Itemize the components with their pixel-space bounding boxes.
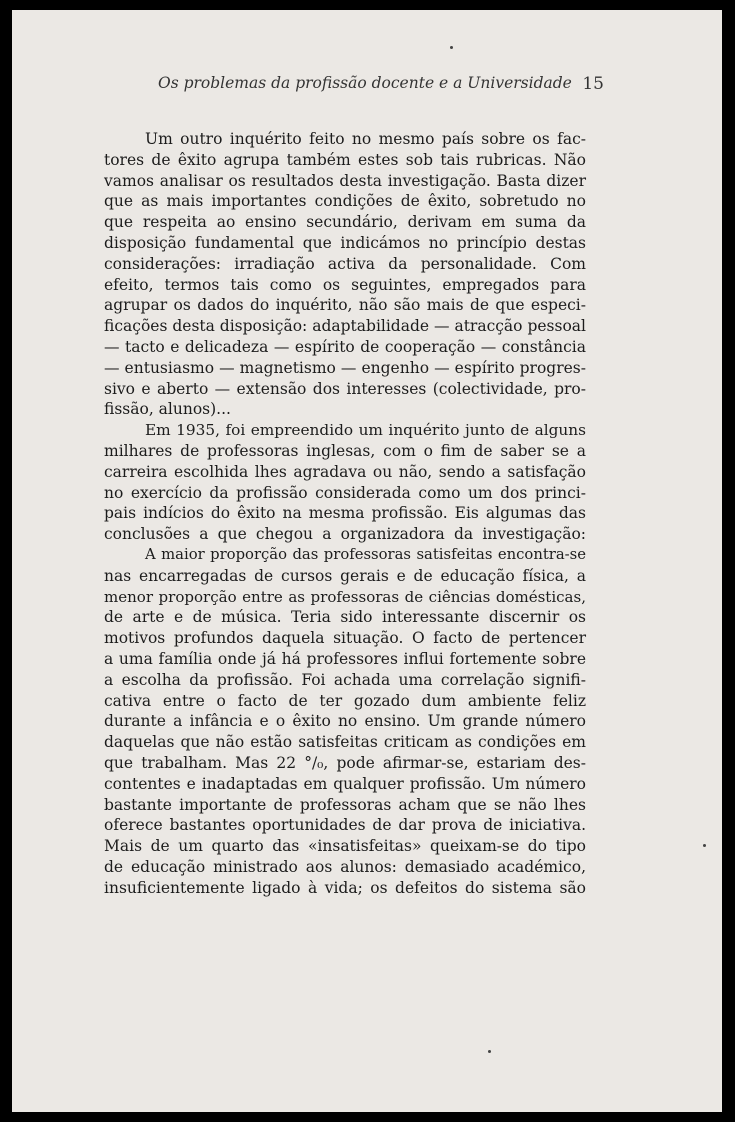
text-line: milhares de professoras inglesas, com o fim de saber se a [104,441,586,460]
text-line: — entusiasmo — magnetismo — engenho — espírito progres- [104,358,586,377]
text-line: daquelas que não estão satisfeitas criticam as condições em [104,733,586,752]
text-line: — tacto e delicadeza — espírito de cooperação — constância [104,337,586,356]
text-line: considerações: irradiação activa da personalidade. Com [104,254,586,273]
paper-speck [450,46,453,49]
text-line: carreira escolhida lhes agradava ou não, sendo a satisfação [104,462,586,481]
text-line: Em 1935, foi empreendido um inquérito junto de alguns [145,421,586,440]
text-line: vamos analisar os resultados desta investigação. Basta dizer [104,171,586,190]
running-title: Os problemas da profissão docente e a Universidade [158,74,572,92]
text-line: motivos profundos daquela situação. O facto de pertencer [104,629,586,648]
text-line: de educação ministrado aos alunos: demasiado académico, [104,857,586,876]
text-line: bastante importante de professoras acham que se não lhes [104,795,586,814]
text-line: ficações desta disposição: adaptabilidade — atracção pessoal [104,317,586,336]
scanned-page [12,10,722,1112]
text-line: agrupar os dados do inquérito, não são mais de que especi- [104,296,586,315]
text-line: que respeita ao ensino secundário, derivam em suma da [104,213,586,232]
text-line: de arte e de música. Teria sido interessante discernir os [104,608,586,627]
text-line: pais indícios do êxito na mesma profissão. Eis algumas das [104,504,586,523]
text-line: Um outro inquérito feito no mesmo país sobre os fac- [145,130,586,148]
text-line: a uma família onde já há professores influi fortemente sobre [104,649,586,668]
text-line: no exercício da profissão considerada como um dos princi- [104,483,586,502]
text-line: efeito, termos tais como os seguintes, empregados para [104,275,586,294]
page-header [158,74,606,104]
text-line: A maior proporção das professoras satisfeitas encontra-se [145,545,586,563]
text-line: oferece bastantes oportunidades de dar prova de iniciativa. [104,816,586,835]
paper-speck [703,844,706,847]
text-line: durante a infância e o êxito no ensino. Um grande número [104,712,586,731]
text-line: tores de êxito agrupa também estes sob tais rubricas. Não [104,150,586,169]
text-line: insuficientemente ligado à vida; os defeitos do sistema são [104,878,586,897]
text-line: sivo e aberto — extensão dos interesses (colectividade, pro- [104,379,586,398]
text-line: nas encarregadas de cursos gerais e de educação física, a [104,566,586,585]
text-line: fissão, alunos)... [104,400,231,419]
text-line: conclusões a que chegou a organizadora da investigação: [104,525,586,544]
text-line: disposição fundamental que indicámos no princípio destas [104,233,586,252]
page-number: 15 [582,74,604,94]
text-line: cativa entre o facto de ter gozado dum ambiente feliz [104,691,586,710]
text-line: menor proporção entre as professoras de ciências domésticas, [104,587,586,606]
text-line: contentes e inadaptadas em qualquer profissão. Um número [104,774,586,793]
text-line: a escolha da profissão. Foi achada uma correlação signifi- [104,670,586,689]
paper-speck [488,1050,491,1053]
body-text [104,129,586,898]
text-line: que trabalham. Mas 22 °/₀, pode afirmar-se, estariam des- [104,753,586,772]
text-line: que as mais importantes condições de êxito, sobretudo no [104,192,586,211]
text-line: Mais de um quarto das «insatisfeitas» queixam-se do tipo [104,837,586,856]
